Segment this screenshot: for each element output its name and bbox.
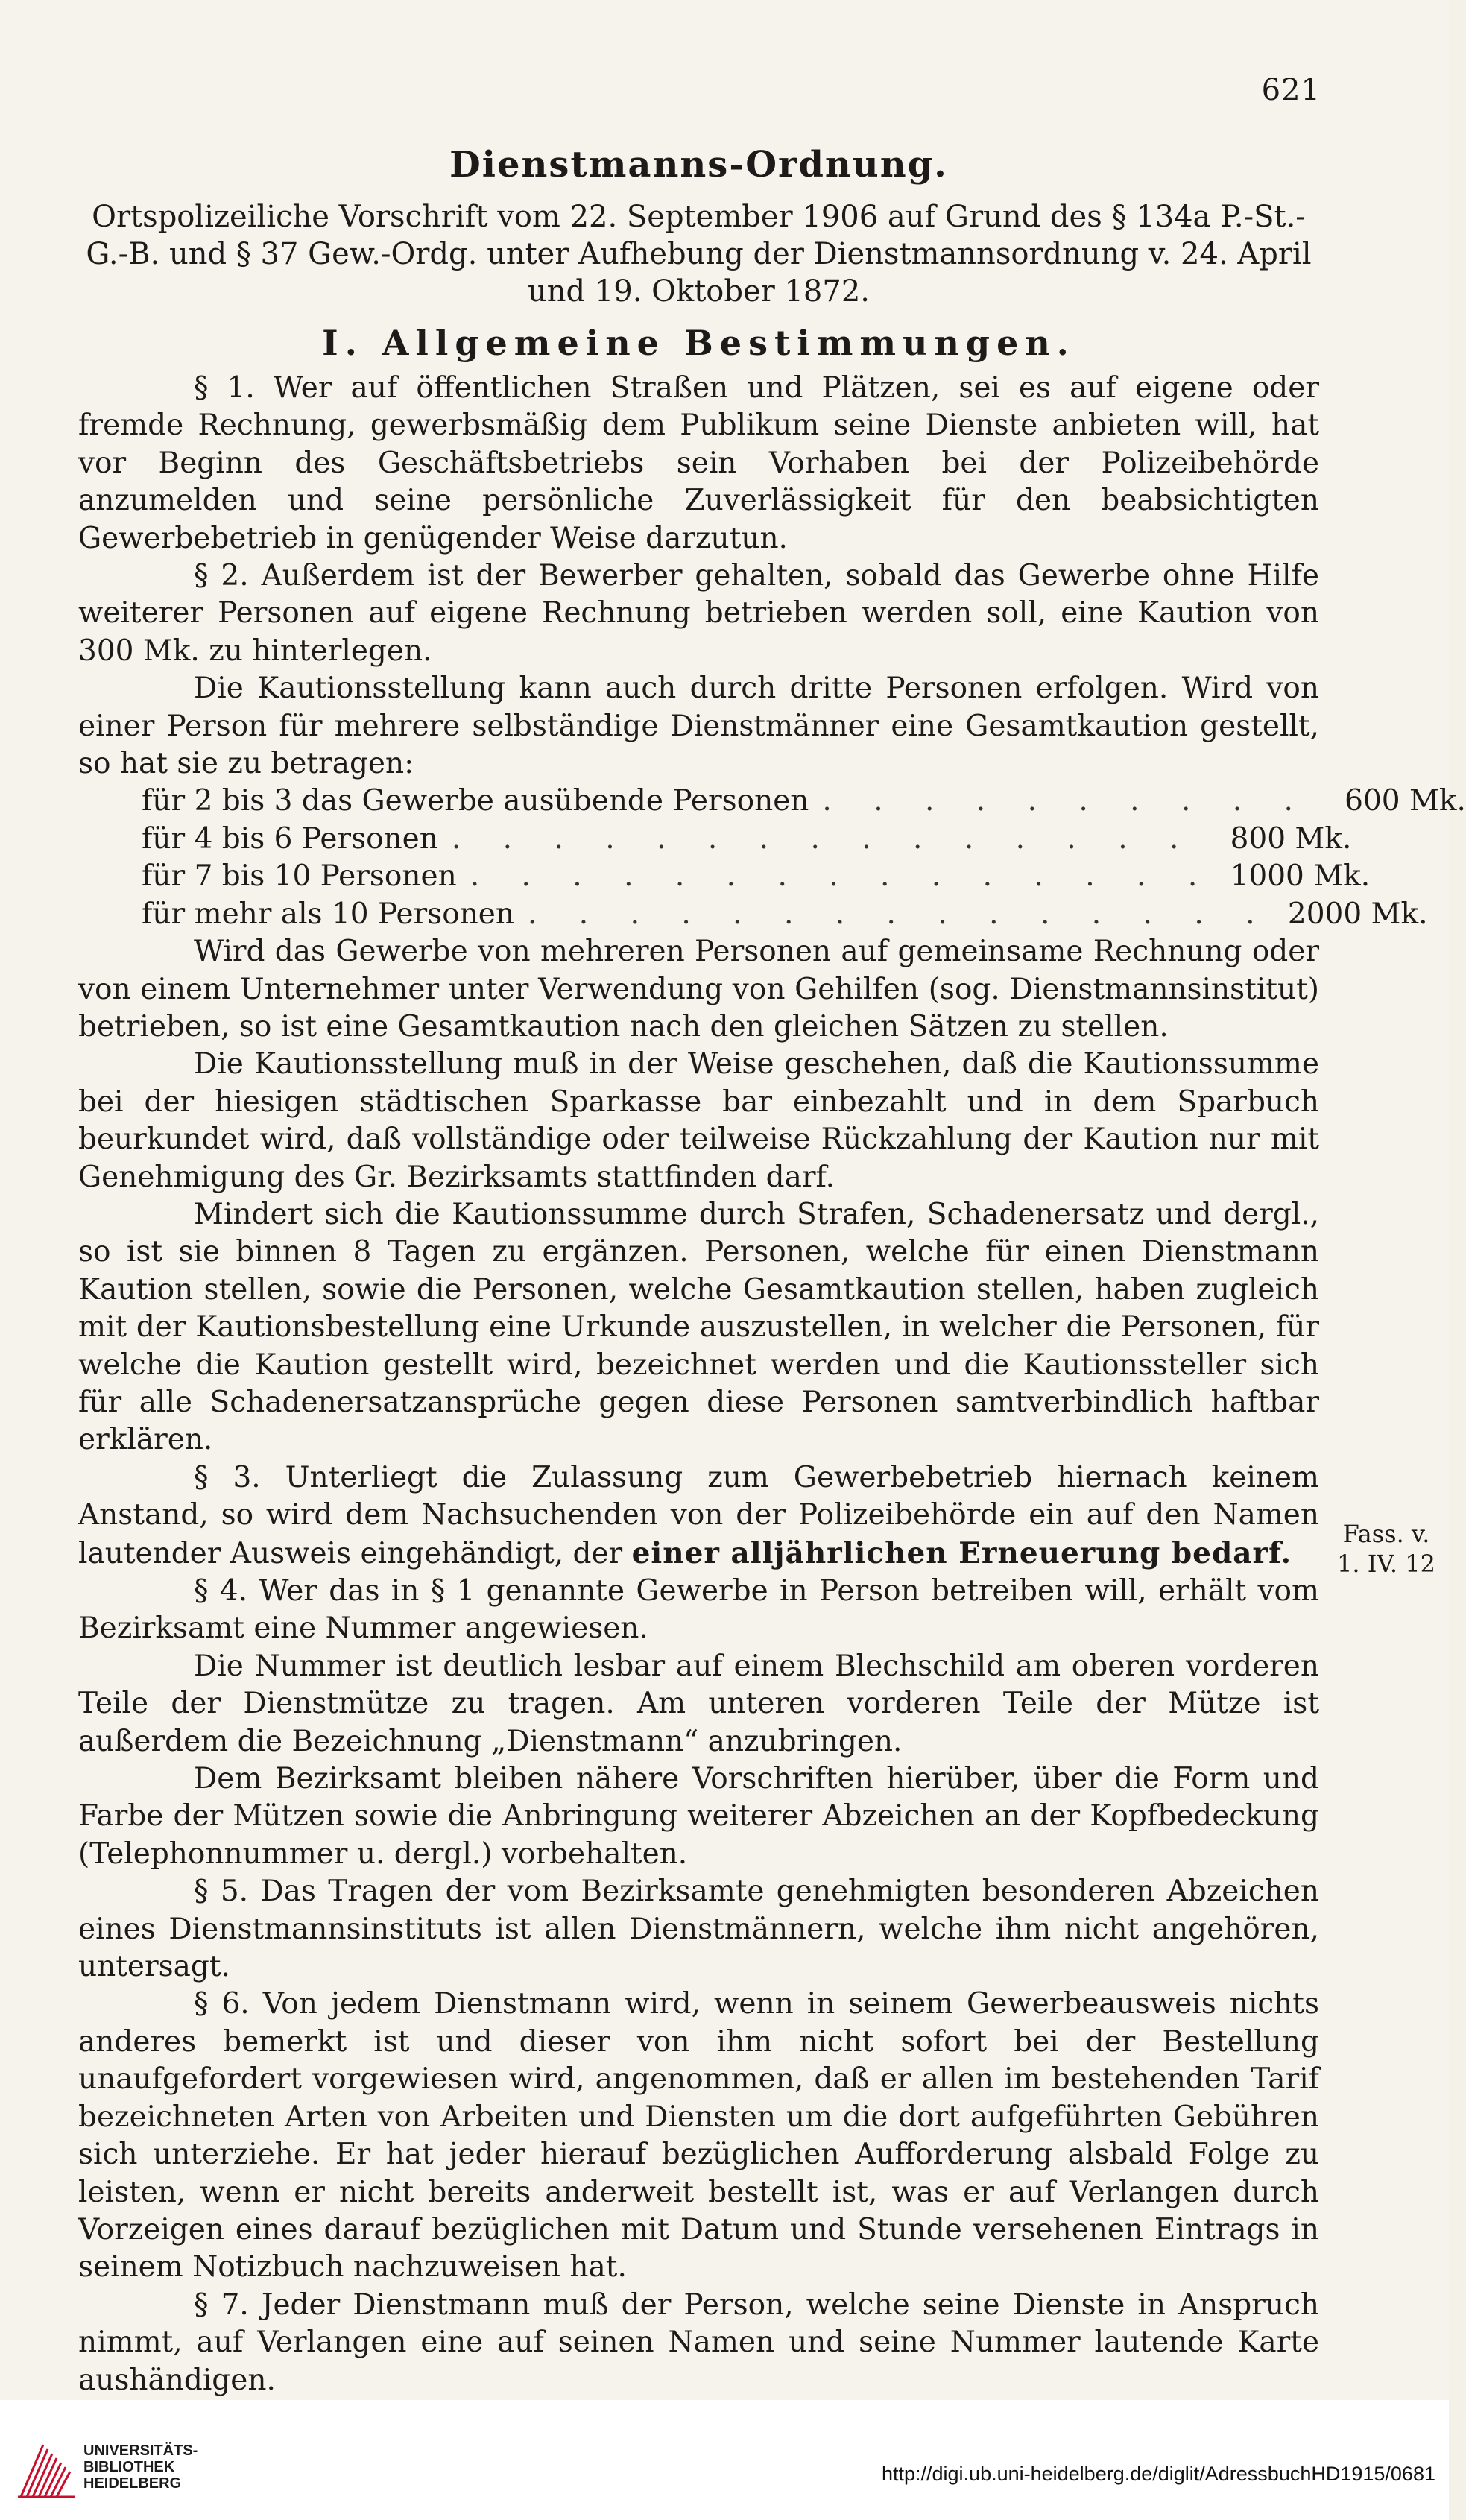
paragraph-kautionssumme: Mindert sich die Kautionssumme durch Strafen, Schadenersatz und dergl., so ist sie binnen 8 Tagen zu ergänzen. Personen, welche für einen Dienstmann Kaution stellen, sowie die Personen, welche Gesamtkaution stellen, haben zugleich mit der Kautionsbestellung eine Urkunde auszustellen, in welcher die Personen, für welche die Kaution gestellt wird, bezeichnet werden und die Kautionssteller sich für alle Schadenersatzansprüche gegen diese Personen samtverbindlich haftbar erklären.	[78, 1197, 1319, 1457]
rate-amount: 800 Mk.	[1230, 821, 1352, 856]
paragraph-kautionsstellung: Die Kautionsstellung kann auch durch dritte Personen erfolgen. Wird von einer Person für mehrere selbständige Dienstmänner eine Gesamtkaution gestellt, so hat sie zu betragen:	[78, 672, 1319, 781]
rate-label: für 4 bis 6 Personen	[142, 821, 438, 856]
rate-leader-dots: . . . . . . . . . . . . . . .	[470, 859, 1214, 894]
paragraph-s5: § 5. Das Tragen der vom Bezirksamte genehmigten besonderen Abzeichen eines Dienstmannsinstituts ist allen Dienstmännern, welche ihm nicht angehören, untersagt.	[78, 1875, 1319, 1984]
paragraph-s3	[78, 1459, 1319, 1573]
rate-label: für 2 bis 3 das Gewerbe ausübende Personen	[142, 784, 809, 818]
paragraph-s3-emphasis: einer alljährlichen Erneuerung bedarf.	[631, 1535, 1292, 1570]
paragraph-s1: § 1. Wer auf öffentlichen Straßen und Plätzen, sei es auf eigene oder fremde Rechnung, gewerbsmäßig dem Publikum seine Dienste anbieten will, hat vor Beginn des Geschäftsbetriebs sein Vorhaben bei der Polizeibehörde anzumelden und seine persönliche Zuverlässigkeit für den beabsichtigten Gewerbebetrieb in genügender Weise darzutun.	[78, 371, 1319, 555]
rate-row	[78, 896, 1428, 933]
footer-bar	[0, 2400, 1449, 2520]
paragraph-s6: § 6. Von jedem Dienstmann wird, wenn in seinem Gewerbeausweis nichts anderes bemerkt ist und dieser von ihm nicht sofort bei der Bestellung unaufgefordert vorgewiesen wird, angenommen, daß er allen im bestehenden Tarif bezeichneten Arten von Arbeiten und Diensten um die dort aufgeführten Gebühren sich unterziehe. Er hat jeder hierauf bezüglichen Aufforderung alsbald Folge zu leisten, wenn er nicht bereits anderweit bestellt ist, was er auf Verlangen durch Vorzeigen eines darauf bezüglichen mit Datum und Stunde versehenen Eintrags in seinem Notizbuch nachzuweisen hat.	[78, 1987, 1319, 2284]
rate-row	[78, 858, 1371, 895]
page-number: 621	[1261, 73, 1321, 107]
library-logo-icon	[13, 2430, 88, 2504]
paragraph-s3-text: § 3. Unterliegt die Zulassung zum Gewerbebetrieb hiernach keinem Anstand, so wird dem Nachsuchenden von der Polizeibehörde ein auf den Namen lautender Ausweis eingehändigt, der	[78, 1460, 1319, 1570]
document-title: Dienstmanns-Ordnung.	[449, 144, 948, 186]
rate-amount: 2000 Mk.	[1287, 897, 1428, 931]
paragraph-s7: § 7. Jeder Dienstmann muß der Person, welche seine Dienste in Anspruch nimmt, auf Verlangen eine auf seinen Namen und seine Nummer lautende Karte aushändigen.	[78, 2287, 1319, 2397]
section-heading: I. Allgemeine Bestimmungen.	[322, 323, 1075, 363]
paragraph-gesamtkaution: Wird das Gewerbe von mehreren Personen auf gemeinsame Rechnung oder von einem Unternehmer unter Verwendung von Gehilfen (sog. Dienstmannsinstitut) betrieben, so ist eine Gesamtkaution nach den gleichen Sätzen zu stellen.	[78, 935, 1319, 1043]
library-name-line: HEIDELBERG	[83, 2475, 182, 2492]
rate-row	[78, 783, 1466, 820]
margin-note	[1334, 1519, 1438, 1579]
document-subtitle: Ortspolizeiliche Vorschrift vom 22. September 1906 auf Grund des § 134a P.-St.-G.-B. und § 37 Gew.-Ordg. unter Aufhebung der Dienstmannsordnung v. 24. April und 19. Oktober 1872.	[86, 200, 1312, 309]
paragraph-sparkasse: Die Kautionsstellung muß in der Weise geschehen, daß die Kautionssumme bei der hiesigen städtischen Sparkasse bar einbezahlt und in dem Sparbuch beurkundet wird, daß vollständige oder teilweise Rückzahlung der Kaution nur mit Genehmigung des Gr. Bezirksamts stattfinden darf.	[78, 1047, 1319, 1194]
rate-amount: 1000 Mk.	[1230, 859, 1371, 894]
paragraph-nummer: Die Nummer ist deutlich lesbar auf einem Blechschild am oberen vorderen Teile der Dienstmütze zu tragen. Am unteren vorderen Teile der Mütze ist außerdem die Bezeichnung „Dienstmann“ anzubringen.	[78, 1649, 1319, 1758]
library-name	[83, 2442, 198, 2492]
margin-note-line: Fass. v.	[1342, 1520, 1430, 1548]
rate-row	[78, 821, 1352, 858]
margin-note-line: 1. IV. 12	[1337, 1550, 1435, 1578]
rate-amount: 600 Mk.	[1345, 784, 1466, 818]
paragraph-s2: § 2. Außerdem ist der Bewerber gehalten, sobald das Gewerbe ohne Hilfe weiterer Personen auf eigene Rechnung betrieben werden soll, eine Kaution von 300 Mk. zu hinterlegen.	[78, 559, 1319, 668]
paragraph-s4: § 4. Wer das in § 1 genannte Gewerbe in Person betreiben will, erhält vom Bezirksamt eine Nummer angewiesen.	[78, 1574, 1319, 1646]
rate-label: für mehr als 10 Personen	[142, 897, 514, 931]
rate-leader-dots: . . . . . . . . . .	[822, 784, 1309, 818]
paragraph-vorschriften: Dem Bezirksamt bleiben nähere Vorschriften hierüber, über die Form und Farbe der Mützen sowie die Anbringung weiterer Abzeichen an der Kopfbedeckung (Telephonnummer u. dergl.) vorbehalten.	[78, 1762, 1319, 1871]
library-name-line: UNIVERSITÄTS-	[83, 2442, 198, 2459]
kaution-rate-list	[78, 783, 1466, 933]
rate-leader-dots: . . . . . . . . . . . . . . .	[528, 897, 1271, 931]
source-url-link[interactable]: http://digi.ub.uni-heidelberg.de/diglit/AdressbuchHD1915/0681	[881, 2463, 1435, 2485]
rate-label: für 7 bis 10 Personen	[142, 859, 457, 894]
rate-leader-dots: . . . . . . . . . . . . . . .	[451, 821, 1195, 856]
library-name-line: BIBLIOTHEK	[83, 2459, 175, 2475]
